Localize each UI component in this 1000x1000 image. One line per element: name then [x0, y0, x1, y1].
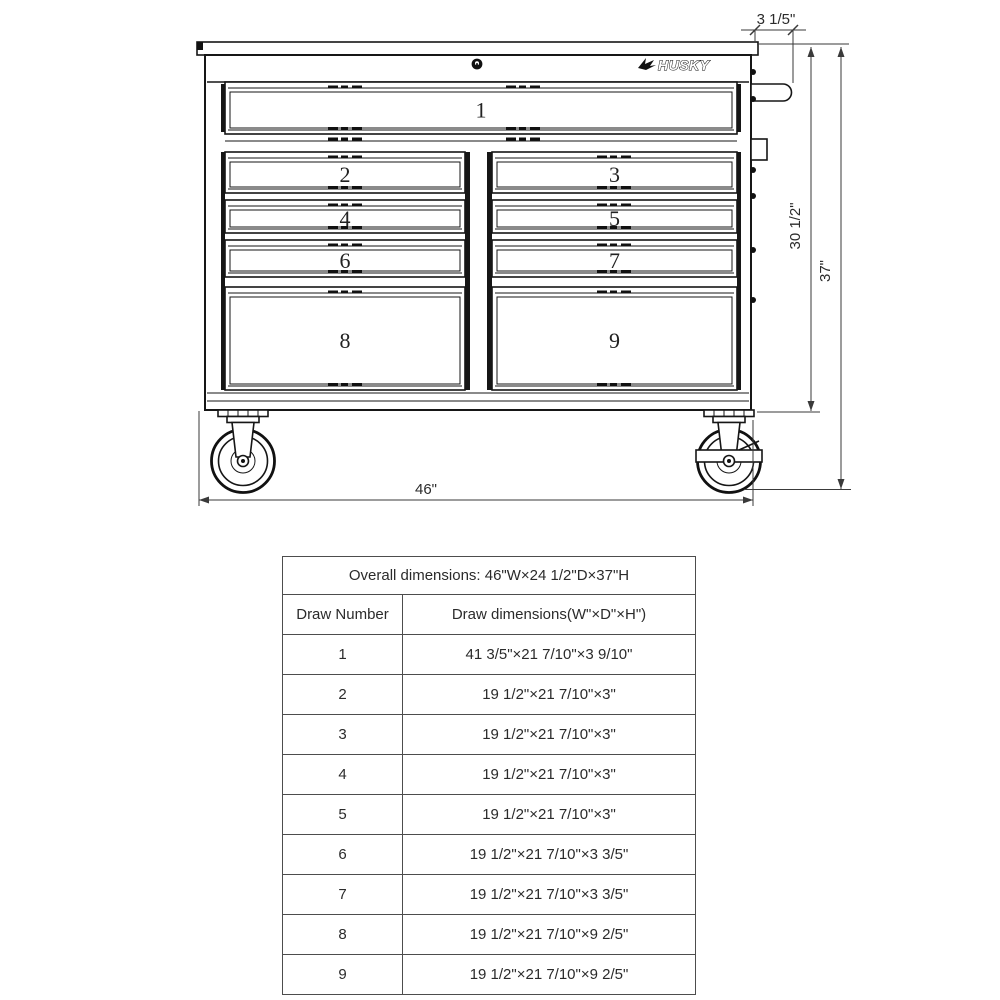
draw-number-cell: 3: [283, 715, 403, 755]
drawer-number: 9: [609, 328, 620, 353]
table-header-row: [283, 595, 696, 635]
table-row: [283, 795, 696, 835]
drawer-number: 8: [339, 328, 351, 353]
draw-dimensions-cell: 41 3/5"×21 7/10"×3 9/10": [403, 635, 696, 675]
side-handle: [751, 84, 792, 101]
draw-dimensions-cell: 19 1/2"×21 7/10"×3": [403, 715, 696, 755]
draw-dimensions-cell: 19 1/2"×21 7/10"×9 2/5": [403, 955, 696, 995]
drawer-1: [225, 82, 737, 134]
drawer-number: 4: [339, 206, 351, 231]
table-row: [283, 635, 696, 675]
drawer-4: [225, 200, 465, 233]
draw-number-cell: 5: [283, 795, 403, 835]
table-row: [283, 675, 696, 715]
drawer-number: 1: [475, 97, 487, 123]
casters: [212, 410, 763, 493]
dim-overall-height: 37": [817, 259, 834, 283]
table-row: [283, 875, 696, 915]
header-draw-number: Draw Number: [283, 595, 403, 635]
draw-number-cell: 9: [283, 955, 403, 995]
drawer-number: 2: [339, 162, 351, 187]
drawer-number: 6: [339, 248, 351, 273]
dim-overall-width: 46": [414, 481, 438, 498]
side-knob: [751, 139, 767, 160]
header-draw-dimensions: Draw dimensions(W"×D"×H"): [403, 595, 696, 635]
draw-dimensions-cell: 19 1/2"×21 7/10"×3": [403, 675, 696, 715]
overall-dimensions-cell: Overall dimensions: 46"W×24 1/2"D×37"H: [283, 557, 696, 595]
draw-number-cell: 7: [283, 875, 403, 915]
drawer-3: [492, 152, 737, 193]
draw-number-cell: 4: [283, 755, 403, 795]
caster-front-left: [212, 410, 275, 493]
table-row-overall: [283, 557, 696, 595]
husky-logo-text: HUSKY: [658, 57, 710, 73]
drawer-number: 7: [609, 248, 620, 273]
table-row: [283, 715, 696, 755]
draw-dimensions-cell: 19 1/2"×21 7/10"×3": [403, 795, 696, 835]
drawer-7: [492, 240, 737, 277]
drawer-number: 5: [609, 206, 620, 231]
dim-cabinet-height: 30 1/2": [787, 202, 804, 250]
lock-icon: [472, 59, 483, 70]
drawer-6: [225, 240, 465, 277]
table-row: [283, 755, 696, 795]
draw-dimensions-cell: 19 1/2"×21 7/10"×3": [403, 755, 696, 795]
table-row: [283, 915, 696, 955]
top-cap-corner: [197, 42, 203, 50]
draw-dimensions-cell: 19 1/2"×21 7/10"×9 2/5": [403, 915, 696, 955]
draw-number-cell: 2: [283, 675, 403, 715]
drawer-2: [225, 152, 465, 193]
draw-number-cell: 6: [283, 835, 403, 875]
drawer-9: [492, 287, 737, 390]
draw-number-cell: 8: [283, 915, 403, 955]
draw-dimensions-cell: 19 1/2"×21 7/10"×3 3/5": [403, 835, 696, 875]
draw-dimensions-cell: 19 1/2"×21 7/10"×3 3/5": [403, 875, 696, 915]
table-row: [283, 955, 696, 995]
table-row: [283, 835, 696, 875]
dim-handle-depth: 3 1/5": [756, 11, 796, 28]
drawer-8: [225, 287, 465, 390]
drawer-number: 3: [609, 162, 620, 187]
draw-number-cell: 1: [283, 635, 403, 675]
caster-front-right: [696, 410, 762, 493]
top-cap: [197, 42, 758, 55]
drawer-5: [492, 200, 737, 233]
spec-table: [282, 556, 696, 995]
